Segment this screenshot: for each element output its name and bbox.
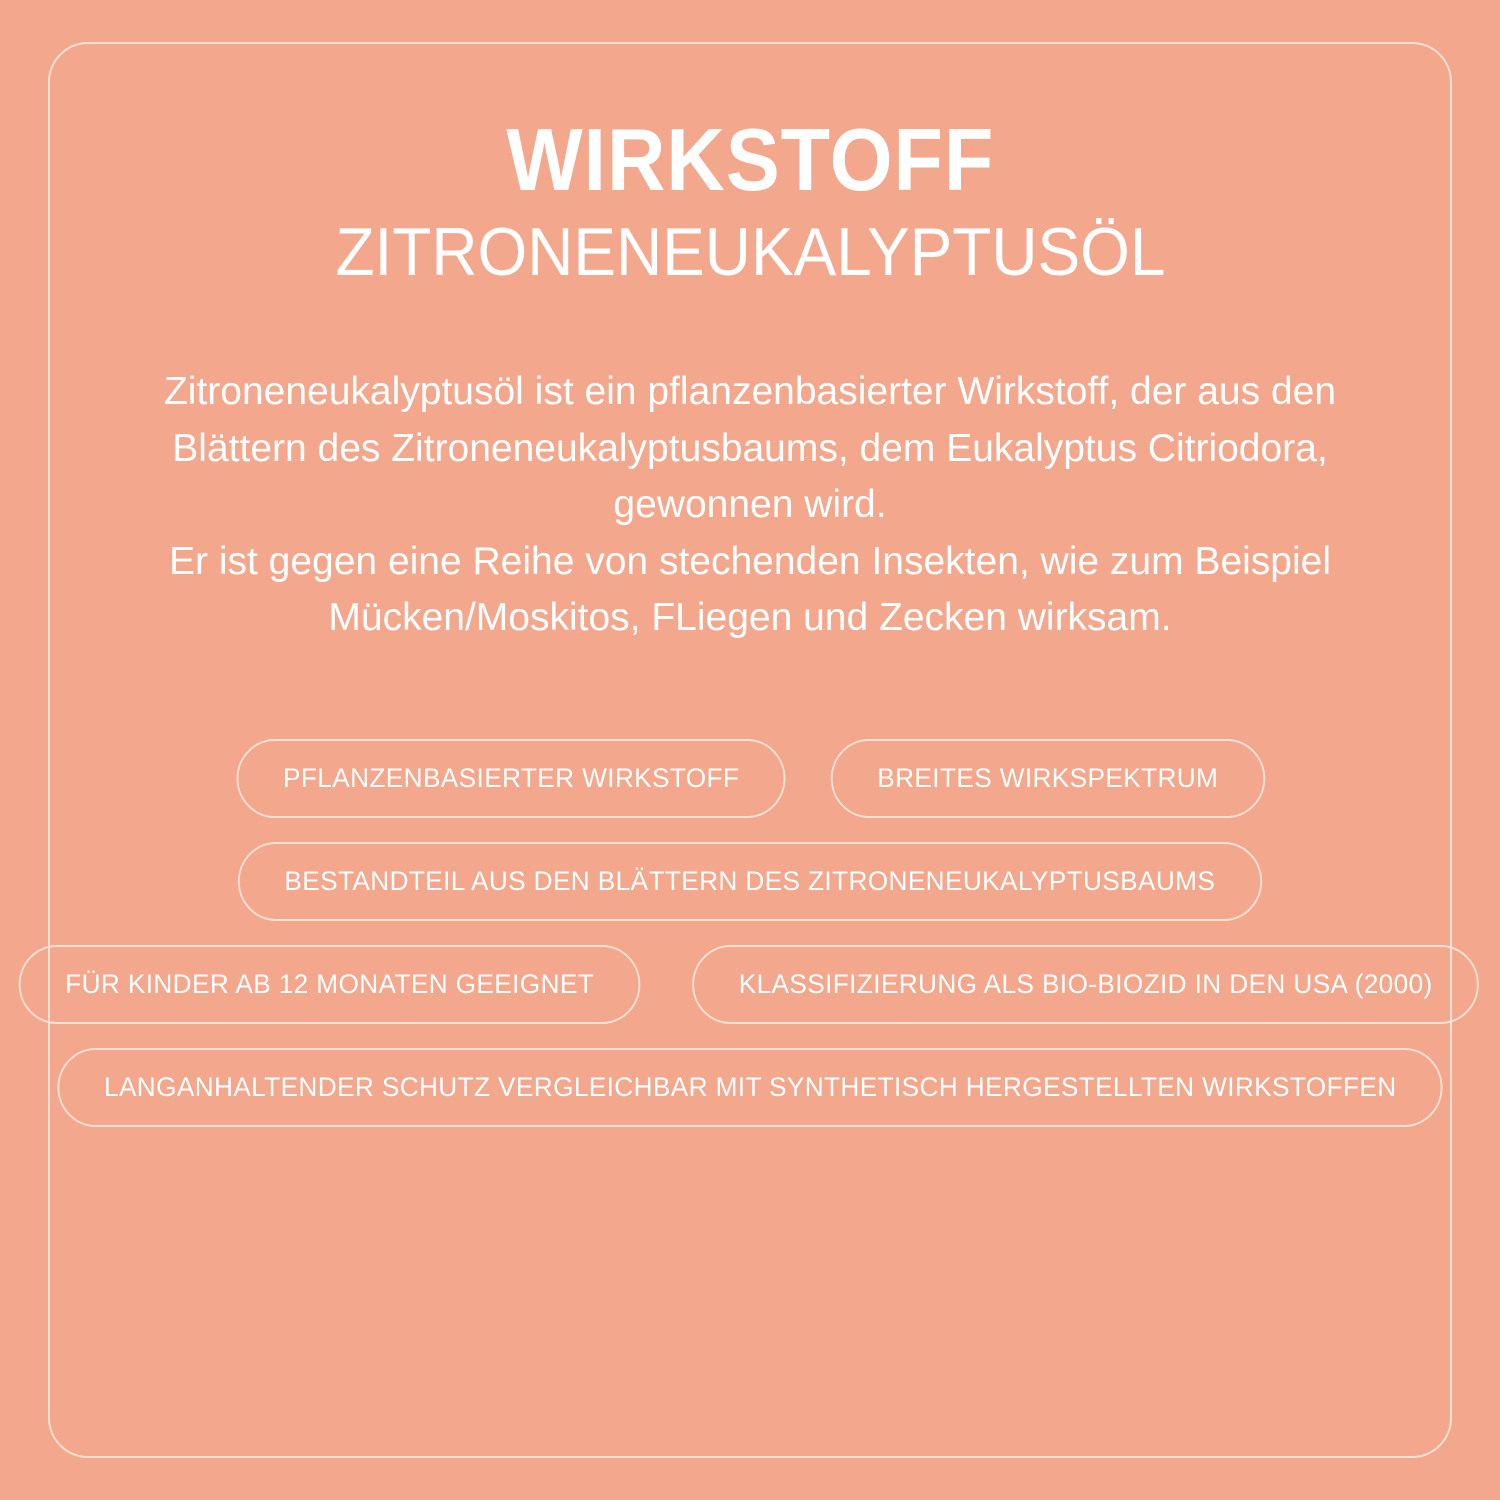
description-line: Blättern des Zitroneneukalyptusbaums, dem Eukalyptus Citriodora,	[172, 426, 1328, 470]
feature-pill-list	[64, 739, 1433, 1127]
pill-row	[105, 739, 1395, 818]
pill-row	[105, 1048, 1395, 1127]
page-subtitle: ZITRONENEUKALYPTUSÖL	[335, 214, 1165, 290]
page-title: WIRKSTOFF	[505, 110, 995, 209]
info-card	[48, 42, 1452, 1458]
description-line: gewonnen wird.	[613, 483, 887, 527]
description-block	[155, 364, 1345, 647]
feature-pill: BREITES WIRKSPEKTRUM	[831, 739, 1265, 818]
feature-pill: LANGANHALTENDER SCHUTZ VERGLEICHBAR MIT SYNTHETISCH HERGESTELLTEN WIRKSTOFFEN	[57, 1048, 1443, 1127]
feature-pill: BESTANDTEIL AUS DEN BLÄTTERN DES ZITRONENEUKALYPTUSBAUMS	[238, 842, 1262, 921]
description-line: Er ist gegen eine Reihe von stechenden Insekten, wie zum Beispiel	[168, 539, 1332, 583]
feature-pill: PFLANZENBASIERTER WIRKSTOFF	[237, 739, 786, 818]
description-line: Zitroneneukalyptusöl ist ein pflanzenbasierter Wirkstoff, der aus den	[163, 370, 1337, 413]
feature-pill: FÜR KINDER AB 12 MONATEN GEEIGNET	[18, 945, 640, 1024]
feature-pill: KLASSIFIZIERUNG ALS BIO-BIOZID IN DEN USA (2000)	[692, 945, 1479, 1024]
pill-row	[64, 945, 1433, 1024]
description-line: Mücken/Moskitos, FLiegen und Zecken wirksam.	[328, 596, 1172, 640]
pill-row	[105, 842, 1395, 921]
